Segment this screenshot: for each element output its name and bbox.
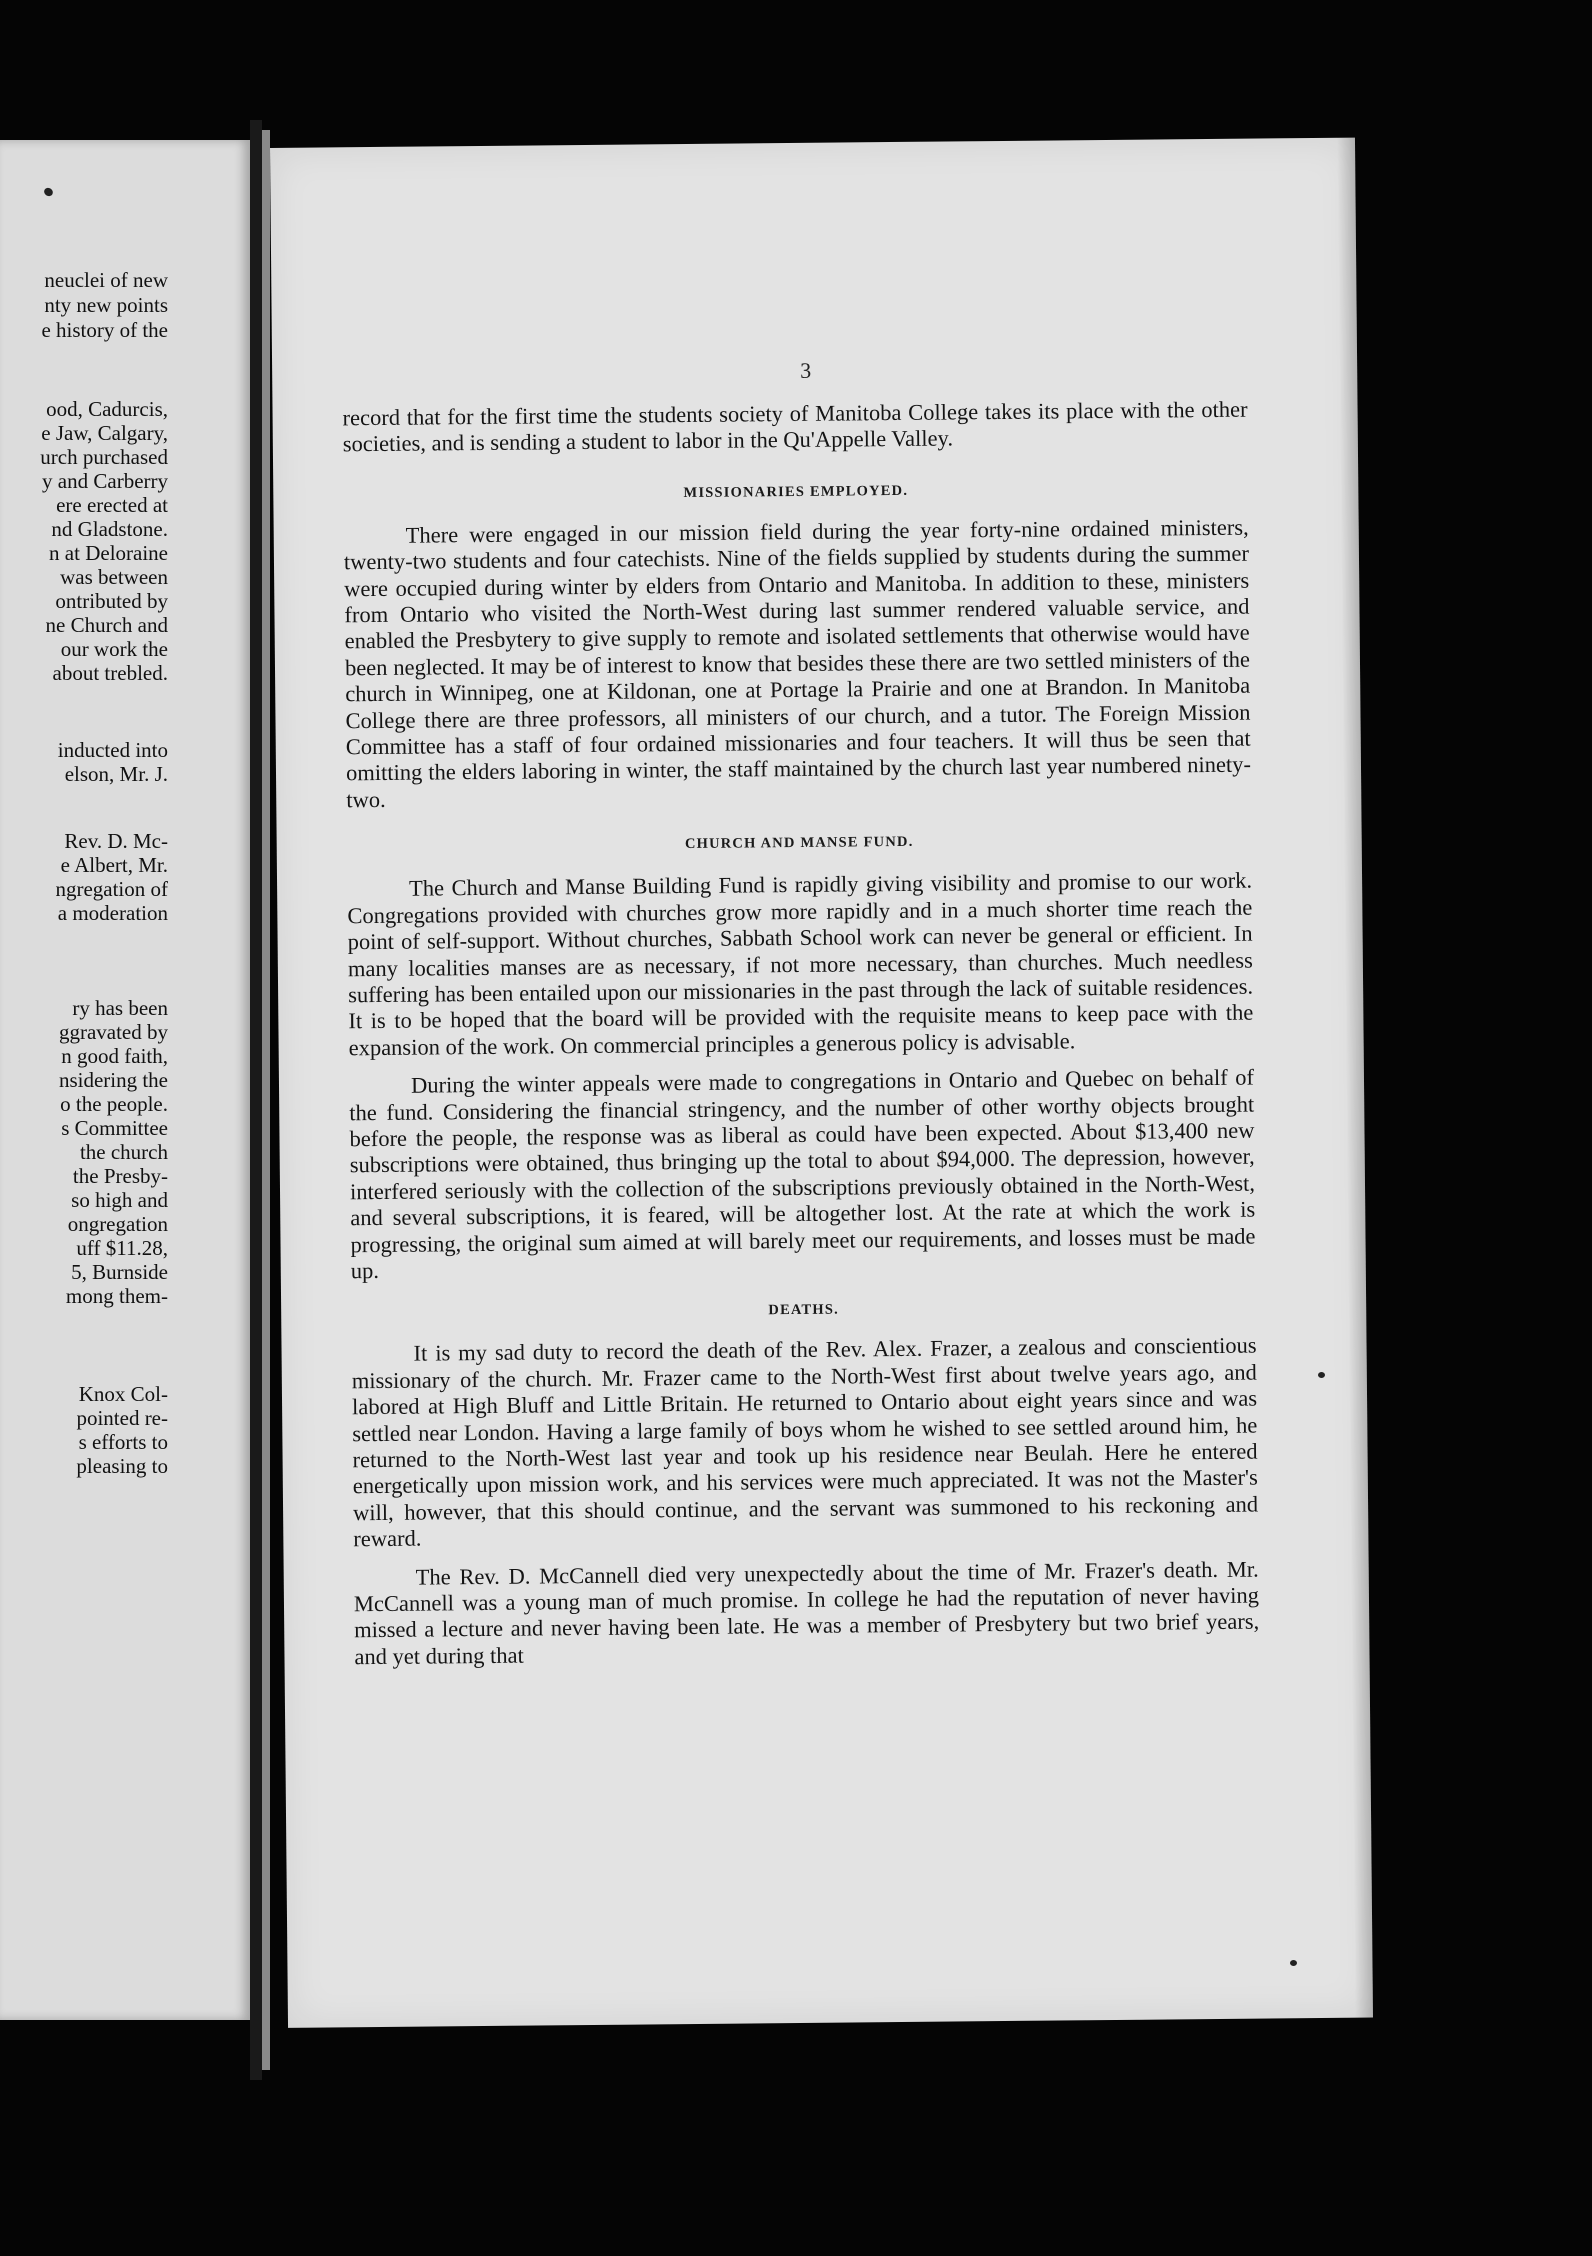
left-text-line: e history of the: [41, 318, 168, 342]
left-text-line: uff $11.28,: [76, 1236, 168, 1260]
previous-page-fragment: [0, 140, 250, 2020]
left-text-line: n at Deloraine: [49, 541, 168, 565]
left-text-line: a moderation: [57, 901, 168, 925]
paragraph-missionaries: There were engaged in our mission field during the year forty-nine ordained ministers, twenty-two students and four catechists. Nine of the fields supplied by students during the summer were occupied during winter by elders from Ontario and Manitoba. In addition to these, ministers from Ontario who visited the North-West during last summer rendered valuable service, and enabled the Presbytery to give supply to remote and isolated settlements that otherwise would have been neglected. It may be of interest to know that besides these there are two settled ministers of the church in Winnipeg, one at Kildonan, one at Portage la Prairie and one at Brandon. In Manitoba College there are three professors, all ministers of our church, and a tutor. The Foreign Mission Committee has a staff of four ordained missionaries and four teachers. It will thus be seen that omitting the elders laboring in winter, the staff maintained by the church last year numbered ninety-two.: [343, 514, 1252, 813]
left-text-line: ontributed by: [55, 589, 168, 613]
left-text-line: ood, Cadurcis,: [46, 397, 168, 421]
left-text-line: pleasing to: [76, 1454, 168, 1478]
left-text-line: ne Church and: [45, 613, 168, 637]
left-text-line: ngregation of: [55, 877, 168, 901]
left-text-line: inducted into: [57, 738, 168, 762]
section-heading-missionaries: MISSIONARIES EMPLOYED.: [683, 482, 909, 501]
section-heading-church-manse-fund: CHURCH AND MANSE FUND.: [684, 834, 914, 853]
left-text-line: e Jaw, Calgary,: [41, 421, 168, 445]
left-text-line: nty new points: [44, 293, 168, 317]
left-text-line: so high and: [71, 1188, 168, 1212]
left-text-line: y and Carberry: [42, 469, 168, 493]
left-text-line: o the people.: [60, 1092, 168, 1116]
left-text-line: mong them-: [65, 1284, 168, 1308]
left-text-line: the church: [79, 1140, 168, 1164]
section-heading-deaths: DEATHS.: [768, 1301, 840, 1319]
left-text-line: ongregation: [67, 1212, 168, 1236]
paragraph-deaths-1: It is my sad duty to record the death of the Rev. Alex. Frazer, a zealous and conscientious missionary of the church. Mr. Frazer came to the North-West first about twelve years ago, and labored at High Bluff and Little Britain. He returned to Ontario about eight years since and was settled near London. Having a large family of boys whom he wished to see settled around him, he returned to the North-West last year and took up his residence near Beulah. Here he entered energetically upon mission work, and his services were much appreciated. It was not the Master's will, however, that this should continue, and the servant was summoned to his reckoning and reward.: [351, 1332, 1259, 1552]
intro-paragraph: record that for the first time the students society of Manitoba College takes its place with the other societies, and is sending a student to labor in the Qu'Appelle Valley.: [342, 396, 1248, 457]
left-text-line: Knox Col-: [78, 1382, 168, 1406]
page-edge: [262, 130, 270, 2070]
page-body: [342, 397, 1259, 1671]
left-text-line: Rev. D. Mc-: [64, 829, 168, 853]
document-page: [270, 138, 1373, 2028]
left-text-line: e Albert, Mr.: [60, 853, 168, 877]
left-text-line: nsidering the: [58, 1068, 168, 1092]
left-text-line: about trebled.: [52, 661, 168, 685]
left-text-line: ggravated by: [58, 1020, 168, 1044]
left-text-line: pointed re-: [76, 1406, 168, 1430]
left-text-line: our work the: [60, 637, 168, 661]
left-text-line: s efforts to: [78, 1430, 168, 1454]
page-number: 3: [800, 357, 812, 383]
book-gutter: [250, 120, 262, 2080]
left-text-line: s Committee: [61, 1116, 168, 1140]
left-text-line: neuclei of new: [44, 268, 168, 292]
left-text-line: 5, Burnside: [71, 1260, 168, 1284]
scan-speck: [1290, 1960, 1297, 1966]
left-text-line: urch purchased: [40, 445, 168, 469]
paragraph-church-fund-1: The Church and Manse Building Fund is rapidly giving visibility and promise to our work. Congregations provided with churches grow more rapidly and in a much shorter time reach the point of self-support. Without churches, Sabbath School work can never be general or efficient. In many localities manses are as necessary, if not more necessary, than churches. Much needless suffering has been entailed upon our missionaries in the past through the lack of suitable residences. It is to be hoped that the board will be provided with the requisite means to keep pace with the expansion of the work. On commercial principles a generous policy is advisable.: [347, 867, 1254, 1061]
left-text-line: elson, Mr. J.: [64, 762, 168, 786]
left-text-line: ry has been: [72, 996, 168, 1020]
left-text-line: ere erected at: [56, 493, 168, 517]
left-text-line: the Presby-: [72, 1164, 168, 1188]
left-text-line: n good faith,: [61, 1044, 168, 1068]
left-text-line: nd Gladstone.: [51, 517, 168, 541]
scan-speck: [1318, 1372, 1325, 1378]
paragraph-deaths-2: The Rev. D. McCannell died very unexpectedly about the time of Mr. Frazer's death. Mr. McCannell was a young man of much promise. In college he had the reputation of never having missed a lecture and never having been late. He was a member of Presbytery but two brief years, and yet during that: [353, 1556, 1260, 1670]
left-text-line: was between: [60, 565, 168, 589]
paragraph-church-fund-2: During the winter appeals were made to congregations in Ontario and Quebec on behalf of the fund. Considering the financial stringency, and the number of other worthy objects brought before the people, the response was as liberal as could have been expected. About $13,400 new subscriptions were obtained, thus bringing up the total to about $94,000. The depression, however, interfered seriously with the collection of the subscriptions previously obtained in the North-West, and several subscriptions, it is feared, will be altogether lost. At the rate at which the work is progressing, the original sum aimed at will barely meet our requirements, and losses must be made up.: [349, 1064, 1256, 1284]
